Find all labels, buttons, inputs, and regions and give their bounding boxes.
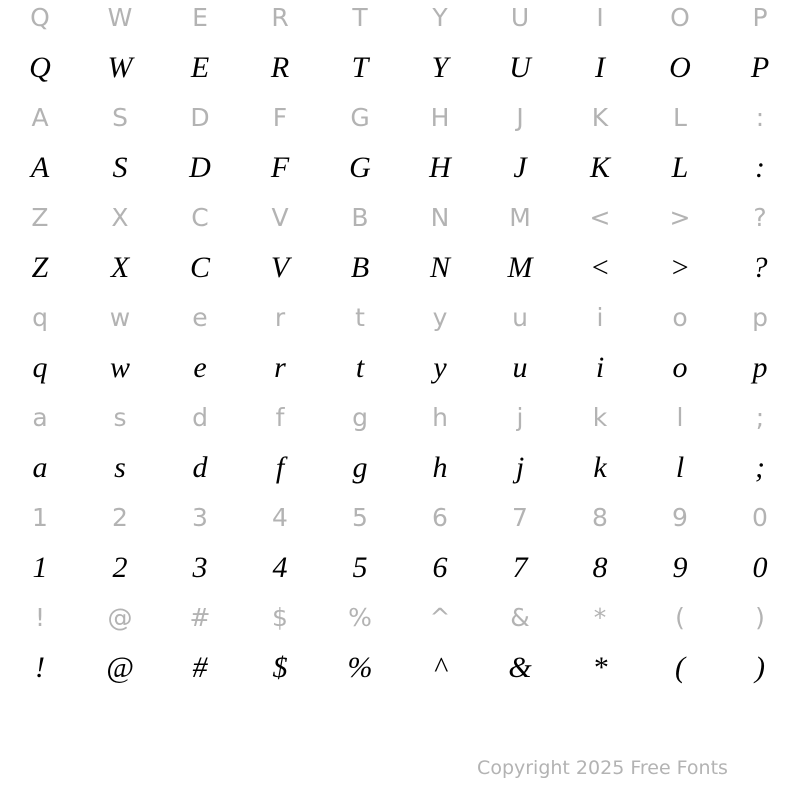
reference-glyph: u [512, 303, 528, 332]
reference-glyph-row [0, 593, 800, 643]
specimen-glyph: u [512, 351, 528, 384]
reference-glyph-row [0, 493, 800, 543]
reference-glyph: r [274, 303, 286, 332]
reference-glyph: 8 [592, 503, 608, 532]
reference-glyph: 0 [752, 503, 768, 532]
specimen-glyph-row [0, 543, 800, 593]
specimen-glyph-row [0, 443, 800, 493]
reference-glyph: ) [755, 603, 765, 632]
reference-glyph: d [192, 403, 208, 432]
specimen-glyph-row [0, 643, 800, 693]
reference-glyph: q [32, 303, 48, 332]
reference-glyph: > [669, 203, 691, 232]
reference-glyph: h [432, 403, 448, 432]
reference-glyph: Z [31, 203, 49, 232]
specimen-glyph: E [190, 51, 210, 84]
specimen-glyph: f [275, 451, 285, 484]
specimen-glyph: M [507, 251, 533, 284]
specimen-glyph: 1 [32, 551, 48, 584]
specimen-glyph: k [593, 451, 607, 484]
reference-glyph: 4 [272, 503, 288, 532]
specimen-glyph: J [513, 151, 527, 184]
reference-glyph: 6 [432, 503, 448, 532]
reference-glyph: K [591, 103, 609, 132]
specimen-glyph: Y [431, 51, 449, 84]
specimen-glyph: C [189, 251, 210, 284]
specimen-glyph: l [675, 451, 685, 484]
specimen-glyph: X [110, 251, 130, 284]
specimen-glyph: Q [29, 51, 51, 84]
specimen-glyph: Z [31, 251, 49, 284]
specimen-glyph: 2 [112, 551, 128, 584]
reference-glyph: y [432, 303, 448, 332]
reference-glyph: J [516, 103, 524, 132]
reference-glyph: G [350, 103, 370, 132]
reference-glyph: 9 [672, 503, 688, 532]
reference-glyph: t [355, 303, 365, 332]
specimen-glyph: > [669, 251, 691, 284]
reference-glyph: 3 [192, 503, 208, 532]
specimen-glyph: V [270, 251, 290, 284]
specimen-glyph: B [350, 251, 370, 284]
reference-glyph-row [0, 293, 800, 343]
specimen-glyph: A [30, 151, 50, 184]
specimen-glyph: d [192, 451, 208, 484]
reference-glyph: M [509, 203, 531, 232]
reference-glyph: s [113, 403, 127, 432]
specimen-glyph: w [109, 351, 130, 384]
specimen-glyph: o [672, 351, 688, 384]
specimen-glyph: $ [272, 651, 288, 684]
specimen-glyph: R [270, 51, 290, 84]
copyright-footer: Copyright 2025 Free Fonts [477, 757, 728, 779]
specimen-glyph: I [595, 51, 605, 84]
specimen-glyph: : [755, 151, 765, 184]
reference-glyph: ^ [429, 603, 451, 632]
reference-glyph: % [348, 603, 372, 632]
reference-glyph: T [352, 3, 368, 32]
specimen-glyph: F [270, 151, 290, 184]
reference-glyph: o [672, 303, 688, 332]
reference-glyph: p [752, 303, 768, 332]
specimen-glyph: 7 [512, 551, 528, 584]
specimen-glyph: 4 [272, 551, 288, 584]
reference-glyph: B [351, 203, 369, 232]
reference-glyph: < [589, 203, 611, 232]
reference-glyph: I [596, 3, 604, 32]
reference-glyph: $ [272, 603, 288, 632]
reference-glyph: a [32, 403, 48, 432]
specimen-glyph: # [192, 651, 208, 684]
reference-glyph: P [752, 3, 768, 32]
reference-glyph: e [192, 303, 208, 332]
reference-glyph-row [0, 393, 800, 443]
specimen-glyph: G [349, 151, 371, 184]
specimen-glyph: 8 [592, 551, 608, 584]
specimen-glyph: * [592, 651, 608, 684]
reference-glyph: L [673, 103, 687, 132]
reference-glyph: D [190, 103, 210, 132]
reference-glyph: H [430, 103, 450, 132]
reference-glyph: 2 [112, 503, 128, 532]
specimen-glyph-row [0, 243, 800, 293]
specimen-glyph: p [752, 351, 768, 384]
specimen-glyph: 9 [672, 551, 688, 584]
specimen-glyph: a [32, 451, 48, 484]
specimen-glyph: ^ [433, 651, 447, 684]
specimen-glyph: i [595, 351, 605, 384]
specimen-glyph: @ [106, 651, 134, 684]
specimen-glyph: ; [755, 451, 765, 484]
specimen-glyph: s [114, 451, 126, 484]
specimen-glyph: 0 [752, 551, 768, 584]
reference-glyph: ! [34, 603, 46, 632]
specimen-glyph: q [32, 351, 48, 384]
specimen-glyph: r [274, 351, 286, 384]
specimen-glyph-row [0, 43, 800, 93]
specimen-glyph: g [352, 451, 368, 484]
specimen-glyph-row [0, 143, 800, 193]
reference-glyph: j [516, 403, 524, 432]
reference-glyph: * [593, 603, 607, 632]
specimen-glyph: ) [755, 651, 765, 684]
specimen-glyph: j [515, 451, 525, 484]
specimen-glyph: H [429, 151, 451, 184]
specimen-glyph: 3 [192, 551, 208, 584]
reference-glyph: l [676, 403, 684, 432]
specimen-glyph: D [189, 151, 211, 184]
reference-glyph: Q [30, 3, 50, 32]
reference-glyph: S [112, 103, 128, 132]
reference-glyph: g [352, 403, 368, 432]
specimen-glyph: 6 [432, 551, 448, 584]
reference-glyph: C [191, 203, 209, 232]
reference-glyph: @ [107, 603, 133, 632]
specimen-glyph: 5 [352, 551, 368, 584]
specimen-glyph: L [671, 151, 689, 184]
reference-glyph: V [271, 203, 289, 232]
reference-glyph: O [670, 3, 690, 32]
reference-glyph: A [31, 103, 49, 132]
specimen-glyph: % [347, 651, 373, 684]
reference-glyph: : [755, 103, 765, 132]
reference-glyph: ; [755, 403, 765, 432]
reference-glyph: F [272, 103, 288, 132]
specimen-glyph: t [355, 351, 365, 384]
specimen-glyph: < [589, 251, 611, 284]
reference-glyph-row [0, 0, 800, 43]
specimen-glyph: T [351, 51, 369, 84]
reference-glyph: w [109, 303, 131, 332]
reference-glyph: # [189, 603, 211, 632]
reference-glyph: f [275, 403, 285, 432]
reference-glyph: & [510, 603, 530, 632]
specimen-glyph: N [429, 251, 450, 284]
specimen-glyph: S [112, 151, 128, 184]
specimen-glyph: & [508, 651, 532, 684]
reference-glyph: ( [675, 603, 685, 632]
specimen-glyph: K [589, 151, 610, 184]
reference-glyph: Y [432, 3, 448, 32]
specimen-glyph: e [193, 351, 207, 384]
specimen-glyph: y [433, 351, 447, 384]
reference-glyph: W [107, 3, 133, 32]
reference-glyph: 1 [32, 503, 48, 532]
specimen-glyph: ( [675, 651, 685, 684]
reference-glyph: R [271, 3, 289, 32]
reference-glyph-row [0, 193, 800, 243]
reference-glyph: 5 [352, 503, 368, 532]
reference-glyph: k [592, 403, 608, 432]
reference-glyph-row [0, 93, 800, 143]
specimen-glyph: U [509, 51, 531, 84]
reference-glyph: ? [753, 203, 767, 232]
specimen-glyph-row [0, 343, 800, 393]
reference-glyph: 7 [512, 503, 528, 532]
specimen-glyph: ? [752, 251, 768, 284]
specimen-glyph: h [432, 451, 448, 484]
reference-glyph: E [192, 3, 208, 32]
specimen-glyph: P [750, 51, 770, 84]
reference-glyph: X [111, 203, 129, 232]
reference-glyph: i [596, 303, 604, 332]
specimen-glyph: ! [35, 651, 45, 684]
reference-glyph: U [510, 3, 530, 32]
specimen-glyph: O [669, 51, 691, 84]
specimen-glyph: W [107, 51, 133, 84]
reference-glyph: N [430, 203, 450, 232]
